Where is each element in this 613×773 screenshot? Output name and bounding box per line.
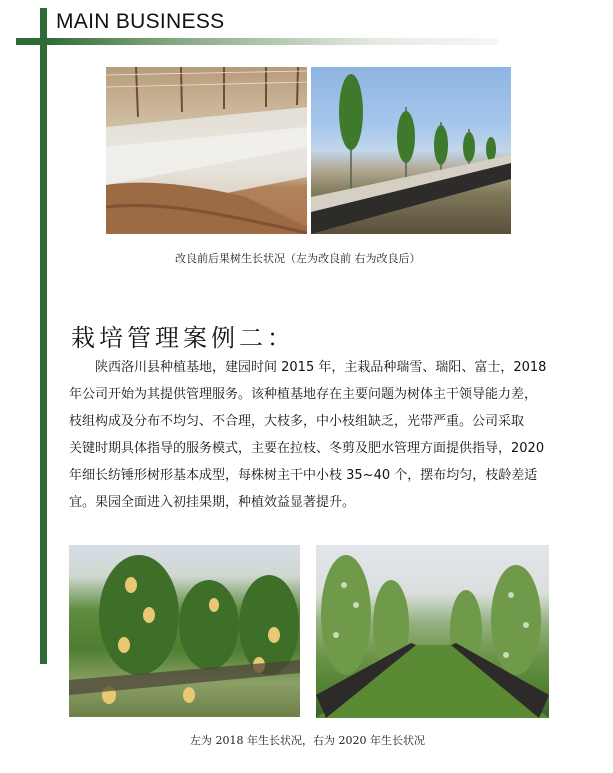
paragraph-line: 年公司开始为其提供管理服务。该种植基地存在主要问题为树体主干领导能力差， [69, 387, 538, 402]
photo-2018-illustration [69, 545, 300, 717]
photo-2018-growth [69, 545, 300, 717]
paragraph-line: 年细长纺锤形树形基本成型，每株树主干中小枝 35~40 个，摆布均匀，枝龄差适 [69, 468, 538, 483]
left-accent-bar [40, 8, 47, 664]
photo-2020-illustration [316, 545, 549, 718]
figure1-caption: 改良前后果树生长状况（左为改良前 右为改良后） [175, 252, 421, 265]
photo-before-illustration [106, 67, 307, 234]
photo-before-improvement [106, 67, 307, 234]
photo-after-improvement [311, 67, 511, 234]
photo-after-illustration [311, 67, 511, 234]
paragraph-line: 陕西洛川县种植基地，建园时间 2015 年，主栽品种瑞雪、瑞阳、富士，2018 [95, 360, 547, 375]
paragraph-line: 枝组构成及分布不均匀、不合理，大枝多，中小枝组缺乏，光带严重。公司采取 [69, 414, 525, 429]
paragraph-line: 宜。果园全面进入初挂果期，种植效益显著提升。 [69, 495, 356, 510]
photo-2020-growth [316, 545, 549, 718]
page-header-title: MAIN BUSINESS [56, 10, 225, 33]
case-title: 栽培管理案例二： [71, 324, 295, 352]
case-paragraph [69, 354, 549, 516]
header-underline [16, 38, 498, 45]
figure2-caption: 左为 2018 年生长状况，右为 2020 年生长状况 [190, 734, 425, 747]
paragraph-line: 关键时期具体指导的服务模式，主要在拉枝、冬剪及肥水管理方面提供指导，2020 [69, 441, 545, 456]
